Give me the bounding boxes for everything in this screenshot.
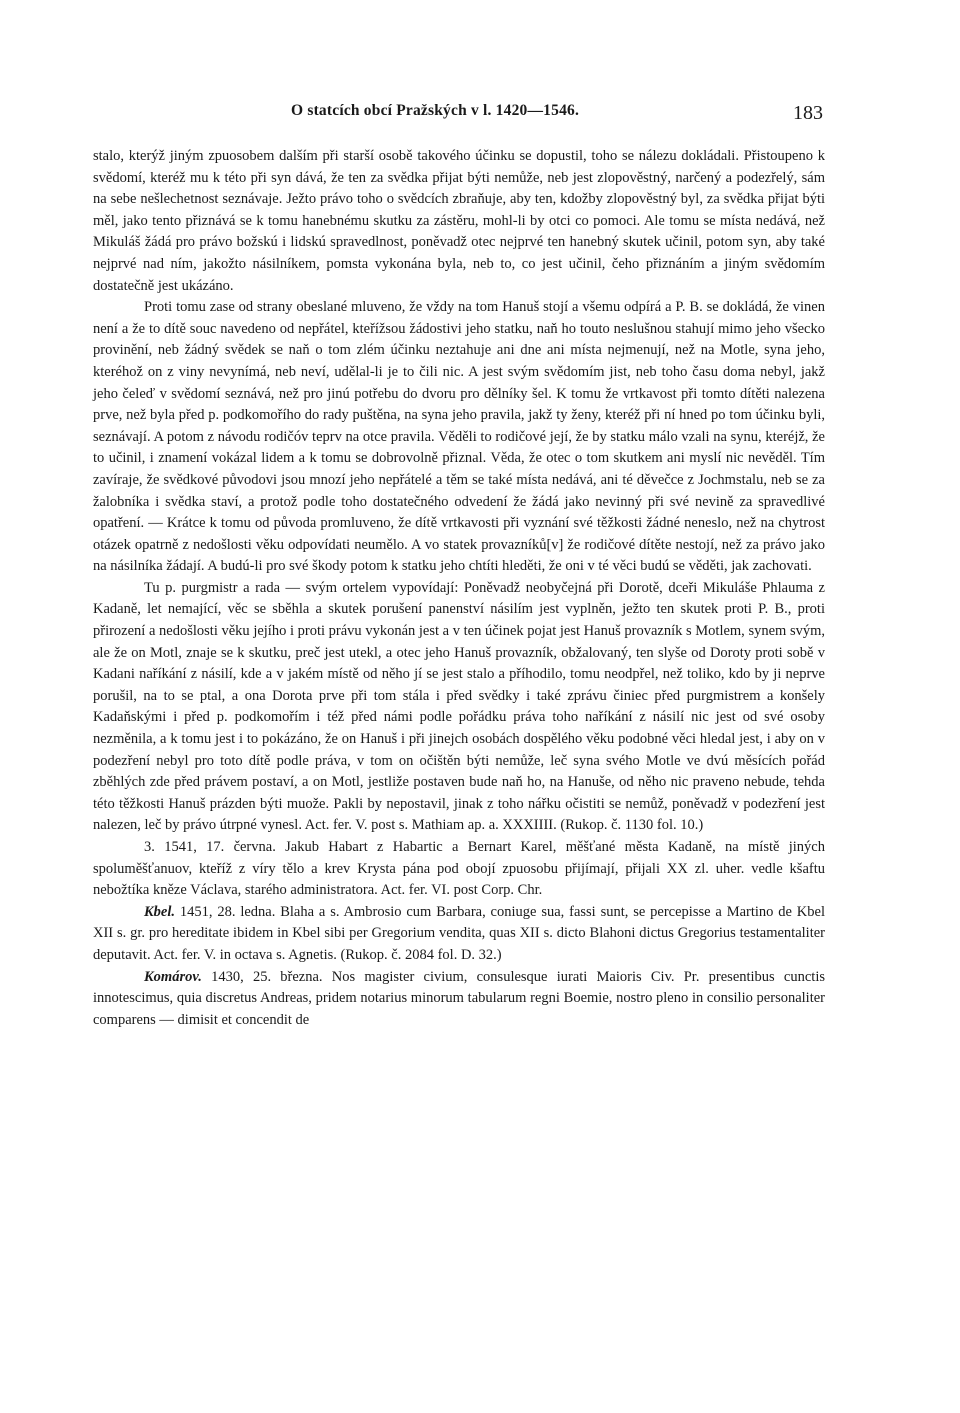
paragraph-3-text: Tu p. purgmistr a rada — svým ortelem vypovídají: Poněvadž neobyčejná při Dorotě, dceři Mikuláše Phlauma z Kadaně, let nemající, věc se sběhla a skutek porušení panenství násilím jest vyplněn, ježto ten skutek proti P. B., proti přirození a nedošlosti věku jejího i proti právu vykonán jest a v ten účinek pojat jest Hanuš provazník s Motlem, synem svým, ale že on Motl, znaje se k skutku, preč jest utekl, a otec jeho Hanuš provazník, obžalovaný, ten slyše od Doroty proti sobě v Kadani naříkání z násilí, kde a v jakém místě od něho jí se jest stalo a příhodilo, tomu neodpřel, než toliko, kdo by ji neprve porušil, na to se ptal, a ona Dorota prve při tom stála i před svědky i také zprávu činiec před purgmistrem a konšely Kadaňskými i před p. podkomořím i též před námi podle pořádku práva toho naříkání z násilí nic jest od své osoby nezměnila, a k tomu jest i to pokázáno, že on Hanuš i při jinejch osobách dospělého věku podobné věci hledal jest, i aby on v podezření nebyl pro toto dítě podle práva, v tom on očištěn býti nemůže, leč syna svého Motle ve dvú měsících pořád zběhlých zde před právem postaví, a on Motl, jestliže postaven bude naň ho, na Hanuše, od něho nic praveno nebude, tehda této těžkosti Hanuš prázden býti muože. Pakli by nepostavil, jinak z toho nářku očistiti se nemůž, poněvadž v podezření jest nalezen, leč by právo útrpné vynesl. Act. fer. V. post s. Mathiam ap. a. XXXIIII. (Rukop. č. 1130 fol. 10.) [93, 579, 825, 834]
paragraph-5-text: 1451, 28. ledna. Blaha a s. Ambrosio cum Barbara, coniuge sua, fassi sunt, se percepisse a Martino de Kbel XII s. gr. pro hereditate ibidem in Kbel sibi per Gregorium vendita, quas XII s. dicto Blahoni dictus Gregorius testamentaliter deputavit. Act. fer. V. in octava s. Agnetis. (Rukop. č. 2084 fol. D. 32.) [93, 903, 825, 963]
place-heading-komarov: Komárov. [144, 968, 202, 985]
paragraph-1-text: stalo, kterýž jiným zpuosobem dalším při starší osobě takového účinku se dopustil, toho se nálezu dokládali. Přistoupeno k svědomí, kteréž mu k této při syn dává, že ten za svědka přijat býti nemůže, neb jest zlopověstný, narčený a podezřelý, sám na sebe nešlechetnost seznávaje. Ježto právo toho o svědcích zbraňuje, aby ten, kdožby zlopověstný byl, za svědka přijat býti měl, jako tento přiznává se k tomu hanebnému skutku za zástěru, mohl-li by otci co pomoci. Ale tomu se místa nedává, než Mikuláš žádá pro právo božskú i lidskú spravedlnost, poněvadž otec nejprvé ten hanebný skutek učinil, potom syn, aby také nejprvé nad ním, jakožto násilníkem, pomsta vykonána byla, neb to, co jest učinil, čeho přiznáním a jiným svědomím dostatečně jest ukázáno. [93, 148, 825, 294]
paragraph-6-text: 1430, 25. března. Nos magister civium, consulesque iurati Maioris Civ. Pr. presentibus cunctis innotescimus, quia discretus Andreas, pridem notarius minorum tabularum regni Boemie, nostro pleno in consilio personaliter comparens — dimisit et concendit de [93, 968, 825, 1028]
page-number: 183 [793, 102, 823, 124]
paragraph-2-text: Proti tomu zase od strany obeslané mluveno, že vždy na tom Hanuš stojí a všemu odpírá a P. B. se dokládá, že vinen není a že to dítě souc navedeno od nepřátel, kteřížsou žádostivi jeho statku, naň ho touto neslušnou stahují mimo jeho všecko provinění, neb žádný svědek se naň o tom zlém účinku neztahuje ani dne ani místa nejmenují, než na Motle, syna jeho, kteréhož on z viny nevynímá, neb neví, udělal-li je to čili nic. A jest svým svědomím jist, neb toho času doma nebyl, jakž jeho čeleď v svědomí seznává, než pro jinú potřebu do dvoru pro dělníky šel. K tomu že vrtkavost při tomto dítěti nalezena prve, než byla před p. podkomořího do rady puštěna, na syna jeho pravila, jakž ty ženy, kteréž při ní hned po tom účinku byli, seznávají. A potom z návodu rodičóv teprv na otce pravila. Věděli to rodičové její, že by statku málo vzali na synu, kteréjž, že to učinil, i znamení vokázal lidem a k tomu se dobrovolně přiznal. Věda, že otec o tom skutkem ani myslí nic nevěděl. Tím zavíraje, že svědkové původovi jsou mnozí jeho nepřátelé a těm se také místa nedává, ani té děvečce z Jochmstalu, neb se za žalobníka i svědka staví, a protož podle toho dostatečného odvedení že žádá jako nevinný při své nevině za spravedlivé opatření. — Krátce k tomu od původa promluveno, že dítě vrtkavosti při vyznání své těžkosti žádné neneslo, než na chytrost otázek opatrně z nedošlosti věku odpovídati neumělo. A vo statek provazníků[v] že rodičové dítěte nestojí, než za právo jako na násilníka žádají. A budú-li pro své škody potom k statku jeho chtíti hleděti, že oni v té věci budú se věděti, jak zachovati. [93, 299, 825, 575]
paragraph-3 [93, 578, 825, 837]
paragraph-4 [93, 837, 825, 902]
paragraph-5 [93, 902, 825, 967]
page-header [93, 90, 825, 130]
book-page [93, 90, 825, 1031]
paragraph-1 [93, 146, 825, 297]
place-heading-kbel: Kbel. [144, 903, 176, 920]
paragraph-6 [93, 967, 825, 1032]
body-text [93, 146, 825, 1031]
paragraph-2 [93, 297, 825, 578]
paragraph-4-text: 3. 1541, 17. června. Jakub Habart z Habartic a Bernart Karel, měšťané města Kadaně, na místě jiných spoluměšťanuov, kteříž z víry tělo a krev Krysta pána pod obojí zpuosobu přijímají, přijali XX zl. uher. vedle kšaftu nebožtíka kněze Václava, starého administratora. Act. fer. VI. post Corp. Chr. [93, 839, 825, 899]
running-title: O statcích obcí Pražských v l. 1420—1546. [291, 102, 580, 119]
